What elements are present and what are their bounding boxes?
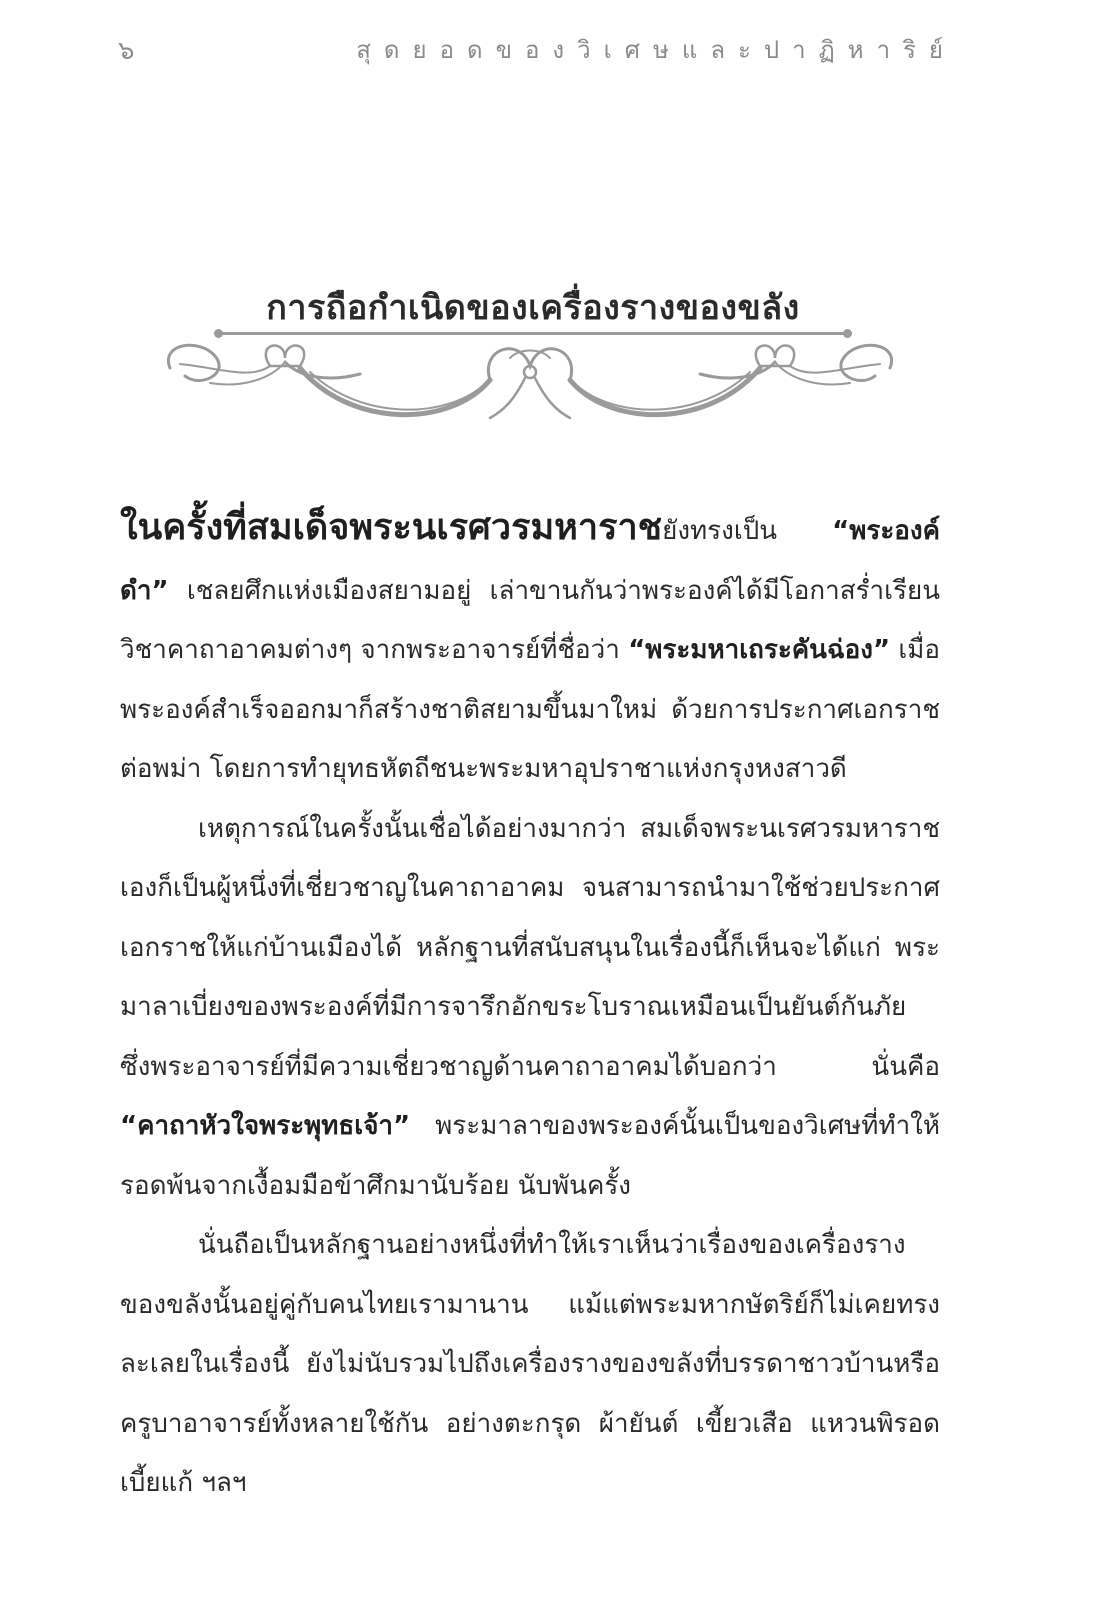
running-header: สุดยอดของวิเศษและปาฏิหาริย์	[356, 36, 956, 64]
paragraph-3-text-1: นั่นถือเป็นหลักฐานอย่างหนึ่งที่ทำให้เราเห็นว่าเรื่องของเครื่องรางของขลังนั้นอยู่คู่กับคนไทยเรามานาน แม้แต่พระมหากษัตริย์ก็ไม่เคยทรงละเลยในเรื่องนี้ ยังไม่นับรวมไปถึงเครื่องรางของขลังที่บรรดาชาวบ้านหรือครูบาอาจารย์ทั้งหลายใช้กัน อย่างตะกรุด ผ้ายันต์ เขี้ยวเสือ แหวนพิรอด เบี้ยแก้ ฯลฯ	[120, 1230, 940, 1498]
emphasis-monk-name: “พระมหาเถระคันฉ่อง”	[628, 635, 891, 665]
emphasis-mantra: “คาถาหัวใจพระพุทธเจ้า”	[120, 1111, 411, 1141]
paragraph-1-text-1: ยังทรงเป็น	[662, 516, 833, 546]
paragraph-2-text-2: พระมาลาของพระองค์นั้นเป็นของวิเศษที่ทำให้รอดพ้นจากเงื้อมมือข้าศึกมานับร้อย นับพันครั้ง	[120, 1111, 940, 1201]
paragraph-1-text-2: เชลยศึกแห่งเมืองสยามอยู่ เล่าขานกันว่าพระองค์ได้มีโอกาสร่ำเรียนวิชาคาถาอาคมต่างๆ จากพระอาจารย์ที่ชื่อว่า	[120, 575, 940, 665]
ribbon-ornament	[160, 328, 900, 438]
paragraph-1-text-3: เมื่อพระองค์สำเร็จออกมาก็สร้างชาติสยามขึ้นมาใหม่ ด้วยการประกาศเอกราชต่อพม่า โดยการทำยุทธหัตถีชนะพระมหาอุปราชาแห่งกรุงหงสาวดี	[120, 635, 941, 784]
chapter-title: การถือกำเนิดของเครื่องรางของขลัง	[266, 288, 800, 328]
lead-phrase: ในครั้งที่สมเด็จพระนเรศวรมหาราช	[120, 507, 663, 548]
body-text	[120, 498, 940, 1514]
paragraph-2-text-1: เหตุการณ์ในครั้งนั้นเชื่อได้อย่างมากว่า สมเด็จพระนเรศวรมหาราชเองก็เป็นผู้หนึ่งที่เชี่ยวชาญในคาถาอาคม จนสามารถนำมาใช้ช่วยประกาศเอกราชให้แก่บ้านเมืองได้ หลักฐานที่สนับสนุนในเรื่องนี้ก็เห็นจะได้แก่ พระมาลาเบี่ยงของพระองค์ที่มีการจารึกอักขระโบราณเหมือนเป็นยันต์กันภัย ซึ่งพระอาจารย์ที่มีความเชี่ยวชาญด้านคาถาอาคมได้บอกว่า นั่นคือ	[120, 813, 940, 1082]
emphasis-dark-prince: “พระองค์ดำ”	[120, 516, 940, 606]
paragraph-1	[120, 498, 940, 800]
page-number: ๖	[118, 36, 135, 66]
paragraph-2	[120, 800, 940, 1217]
paragraph-3	[120, 1216, 940, 1514]
